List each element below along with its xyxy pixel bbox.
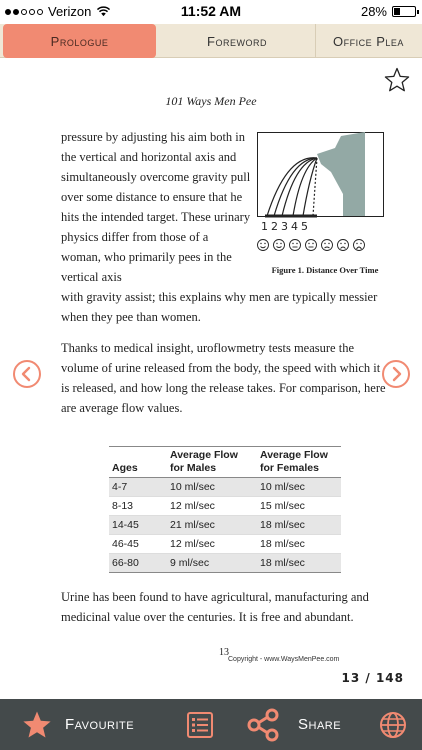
star-icon	[22, 710, 52, 740]
star-outline-icon[interactable]	[384, 67, 410, 93]
tab-foreword[interactable]: Foreword	[159, 24, 316, 58]
share-label: Share	[298, 716, 342, 733]
flow-values-table	[109, 446, 341, 573]
table-cell: 14-45	[109, 516, 167, 535]
paragraph-1-continued: with gravity assist; this explains why men are typically messier when they pee than women.	[61, 290, 378, 324]
table-header-row	[109, 447, 341, 478]
table-cell: 18 ml/sec	[257, 554, 341, 573]
globe-icon	[378, 710, 408, 740]
table-cell: 18 ml/sec	[257, 516, 341, 535]
figure-caption: Figure 1. Distance Over Time	[271, 265, 379, 275]
table-cell: 8-13	[109, 497, 167, 516]
table-row	[109, 497, 341, 516]
column-header: Average Flow for Females	[257, 447, 341, 478]
figure-number: 4	[291, 220, 298, 233]
chevron-right-icon	[384, 362, 408, 386]
paragraph-2: Thanks to medical insight, uroflowmetry tests measure the volume of urine released from the body, the speed with which it is released, and how long the release takes. For comparison, here are average flow values.	[61, 341, 386, 415]
table-cell: 66-80	[109, 554, 167, 573]
battery-info	[361, 4, 416, 19]
chapter-tabs	[0, 24, 422, 58]
page-number: 13	[219, 647, 229, 658]
paragraph-1: pressure by adjusting his aim both in the vertical and horizontal axis and simultaneously overcome gravity pull over some distance to ensure that he hits the intended target. These urinary physics differ from those of a woman, who primarily pees in the vertical axis	[61, 130, 251, 284]
table-cell: 10 ml/sec	[257, 478, 341, 497]
table-cell: 10 ml/sec	[167, 478, 257, 497]
faces-scale-icon	[256, 236, 386, 258]
running-head: 101 Ways Men Pee	[165, 94, 257, 108]
previous-page-button[interactable]	[13, 360, 41, 388]
table-of-contents-button[interactable]	[185, 699, 215, 750]
table-cell: 15 ml/sec	[257, 497, 341, 516]
column-header: Ages	[109, 447, 167, 478]
favourite-label: Favourite	[65, 716, 135, 733]
website-button[interactable]	[378, 699, 408, 750]
table-cell: 46-45	[109, 535, 167, 554]
next-page-button[interactable]	[382, 360, 410, 388]
chevron-left-icon	[15, 362, 39, 386]
table-cell: 12 ml/sec	[167, 535, 257, 554]
table-cell: 9 ml/sec	[167, 554, 257, 573]
table-row	[109, 554, 341, 573]
table-row	[109, 516, 341, 535]
battery-percent: 28%	[360, 4, 387, 19]
bottom-toolbar	[0, 699, 422, 750]
column-header: Average Flow for Males	[167, 447, 257, 478]
table-cell: 12 ml/sec	[167, 497, 257, 516]
tab-office-plea[interactable]: Office Plea	[333, 33, 404, 49]
status-bar	[0, 0, 422, 22]
carrier-name: Verizon	[48, 4, 92, 19]
table-cell: 4-7	[109, 478, 167, 497]
tab-prologue[interactable]: Prologue	[3, 24, 156, 58]
share-icon	[246, 708, 280, 742]
figure-number: 5	[301, 220, 308, 233]
table-row	[109, 535, 341, 554]
copyright-text: Copyright - www.WaysMenPee.com	[228, 656, 340, 663]
page-counter: 13 / 148	[341, 671, 404, 685]
table-row	[109, 478, 341, 497]
clock: 11:52 AM	[180, 3, 242, 19]
share-button[interactable]	[246, 699, 341, 750]
distance-over-time-figure	[257, 132, 387, 248]
figure-number: 2	[271, 220, 278, 233]
favourite-button[interactable]	[22, 699, 134, 750]
table-cell: 18 ml/sec	[257, 535, 341, 554]
figure-number: 3	[281, 220, 288, 233]
table-cell: 21 ml/sec	[167, 516, 257, 535]
battery-icon	[392, 6, 416, 17]
figure-number: 1	[261, 220, 268, 233]
list-icon	[185, 710, 215, 740]
paragraph-3: Urine has been found to have agricultural, manufacturing and medicinal value over the centuries. It is free and abundant.	[61, 590, 369, 624]
